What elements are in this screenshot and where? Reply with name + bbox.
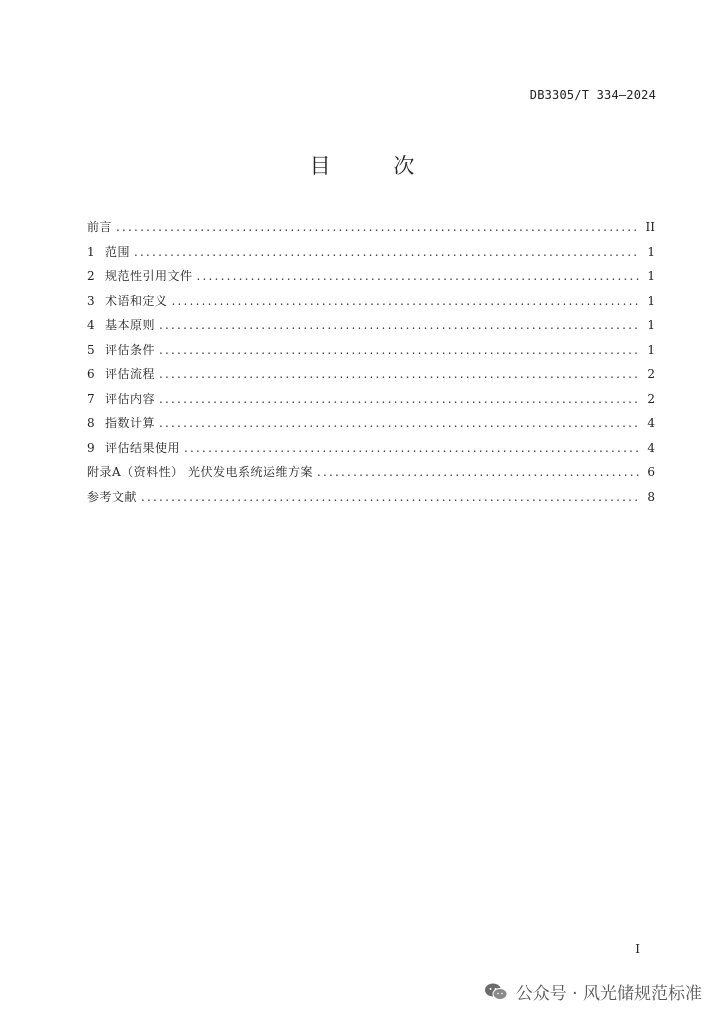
toc-entry-number: 6 xyxy=(87,367,95,381)
toc-entry-page: 6 xyxy=(647,465,655,479)
toc-entry-label: 指数计算 xyxy=(105,416,156,430)
toc-entry-label: 基本原则 xyxy=(105,318,156,332)
toc-entry-appendix-a[interactable] xyxy=(87,463,655,488)
watermark xyxy=(484,979,702,1004)
toc-entry-number: 2 xyxy=(87,269,95,283)
page-title: 目 次 xyxy=(309,154,443,178)
toc-entry-scope[interactable] xyxy=(87,243,655,268)
toc-leader-dots xyxy=(134,245,639,259)
toc-entry-conditions[interactable] xyxy=(87,341,655,366)
toc-leader-dots xyxy=(159,392,639,406)
toc-entry-process[interactable] xyxy=(87,365,655,390)
toc-entry-page: 4 xyxy=(647,416,655,430)
toc-leader-dots xyxy=(184,441,639,455)
toc-entry-normative-references[interactable] xyxy=(87,267,655,292)
toc-leader-dots xyxy=(159,343,639,357)
toc-entry-content[interactable] xyxy=(87,390,655,415)
toc-entry-page: 1 xyxy=(647,318,655,332)
toc-entry-number: 4 xyxy=(87,318,95,332)
toc-leader-dots xyxy=(172,294,639,308)
toc-entry-page: 2 xyxy=(647,367,655,381)
page-number: I xyxy=(635,942,640,956)
toc-entry-page: 1 xyxy=(647,269,655,283)
table-of-contents xyxy=(87,218,655,512)
toc-leader-dots xyxy=(159,416,639,430)
toc-entry-label: 范围 xyxy=(105,244,131,259)
toc-entry-results-use[interactable] xyxy=(87,439,655,464)
toc-entry-page: 1 xyxy=(647,244,655,259)
toc-entry-page: II xyxy=(645,220,655,234)
toc-entry-label: 附录A（资料性） 光伏发电系统运维方案 xyxy=(87,465,313,479)
toc-leader-dots xyxy=(159,367,639,381)
toc-entry-label: 评估结果使用 xyxy=(105,440,181,455)
toc-entry-bibliography[interactable] xyxy=(87,488,655,513)
toc-entry-page: 8 xyxy=(647,489,655,504)
toc-entry-label: 前言 xyxy=(87,220,113,234)
toc-entry-page: 1 xyxy=(647,342,655,357)
toc-entry-number: 5 xyxy=(87,342,95,357)
toc-entry-number: 3 xyxy=(87,293,95,308)
toc-entry-label: 术语和定义 xyxy=(105,293,168,308)
toc-entry-number: 8 xyxy=(87,416,95,430)
toc-entry-principles[interactable] xyxy=(87,316,655,341)
toc-entry-label: 评估流程 xyxy=(105,367,156,381)
document-code: DB3305/T 334—2024 xyxy=(529,88,656,102)
toc-leader-dots xyxy=(197,269,639,283)
toc-entry-page: 2 xyxy=(647,391,655,406)
toc-entry-page: 1 xyxy=(647,293,655,308)
toc-entry-label: 评估条件 xyxy=(105,342,156,357)
toc-entry-number: 7 xyxy=(87,391,95,406)
toc-leader-dots xyxy=(116,220,639,234)
wechat-icon xyxy=(484,982,508,1002)
toc-entry-terms[interactable] xyxy=(87,292,655,317)
toc-leader-dots xyxy=(141,490,639,504)
toc-entry-index-calculation[interactable] xyxy=(87,414,655,439)
watermark-text: 公众号 · 风光储规范标准 xyxy=(515,984,702,1004)
toc-entry-label: 规范性引用文件 xyxy=(105,269,193,283)
toc-entry-label: 参考文献 xyxy=(87,489,138,504)
toc-leader-dots xyxy=(159,318,639,332)
toc-entry-label: 评估内容 xyxy=(105,391,156,406)
toc-entry-number: 1 xyxy=(87,244,95,259)
toc-leader-dots xyxy=(317,465,639,479)
toc-entry-page: 4 xyxy=(647,440,655,455)
toc-entry-preface[interactable] xyxy=(87,218,655,243)
toc-entry-number: 9 xyxy=(87,440,95,455)
